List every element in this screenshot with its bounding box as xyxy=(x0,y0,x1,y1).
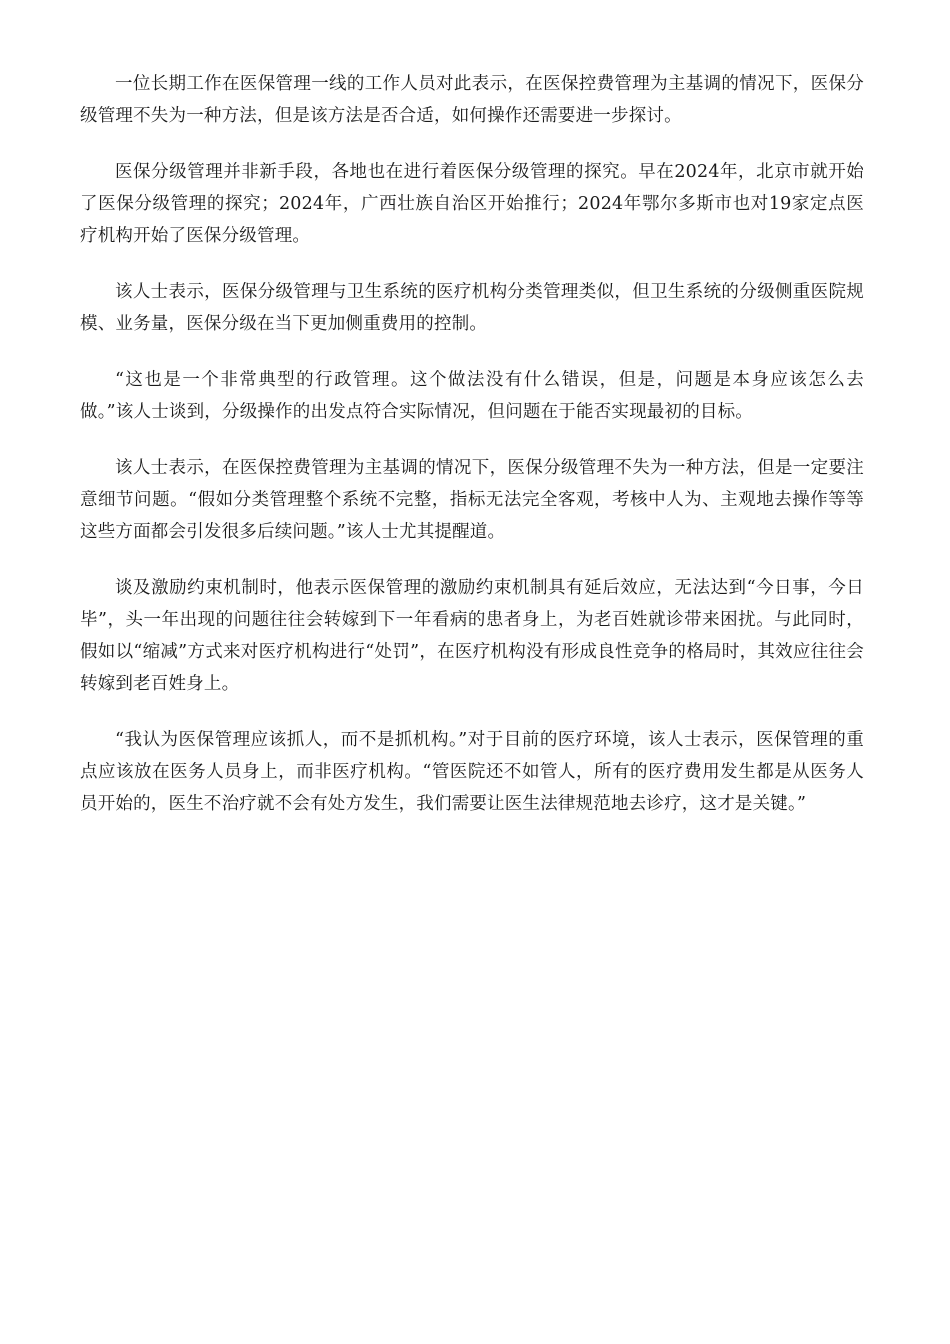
paragraph-1: 一位长期工作在医保管理一线的工作人员对此表示，在医保控费管理为主基调的情况下，医保分级管理不失为一种方法，但是该方法是否合适，如何操作还需要进一步探讨。 xyxy=(80,74,864,126)
paragraph-6: 谈及激励约束机制时，他表示医保管理的激励约束机制具有延后效应，无法达到“今日事，今日毕”，头一年出现的问题往往会转嫁到下一年看病的患者身上，为老百姓就诊带来困扰。与此同时，假如以“缩减”方式来对医疗机构进行“处罚”，在医疗机构没有形成良性竞争的格局时，其效应往往会转嫁到老百姓身上。 xyxy=(80,578,864,694)
paragraph-3: 该人士表示，医保分级管理与卫生系统的医疗机构分类管理类似，但卫生系统的分级侧重医院规模、业务量，医保分级在当下更加侧重费用的控制。 xyxy=(80,282,864,334)
paragraph-7: “我认为医保管理应该抓人，而不是抓机构。”对于目前的医疗环境，该人士表示，医保管理的重点应该放在医务人员身上，而非医疗机构。“管医院还不如管人，所有的医疗费用发生都是从医务人员开始的，医生不治疗就不会有处方发生，我们需要让医生法律规范地去诊疗，这才是关键。” xyxy=(80,730,864,814)
paragraph-5: 该人士表示，在医保控费管理为主基调的情况下，医保分级管理不失为一种方法，但是一定要注意细节问题。“假如分类管理整个系统不完整，指标无法完全客观，考核中人为、主观地去操作等等这些方面都会引发很多后续问题。”该人士尤其提醒道。 xyxy=(80,458,864,542)
paragraph-4: “这也是一个非常典型的行政管理。这个做法没有什么错误，但是，问题是本身应该怎么去做。”该人士谈到，分级操作的出发点符合实际情况，但问题在于能否实现最初的目标。 xyxy=(80,370,864,422)
article-body xyxy=(80,68,864,844)
paragraph-2: 医保分级管理并非新手段，各地也在进行着医保分级管理的探究。早在2024年，北京市就开始了医保分级管理的探究；2024年，广西壮族自治区开始推行；2024年鄂尔多斯市也对19家定点医疗机构开始了医保分级管理。 xyxy=(80,162,864,246)
